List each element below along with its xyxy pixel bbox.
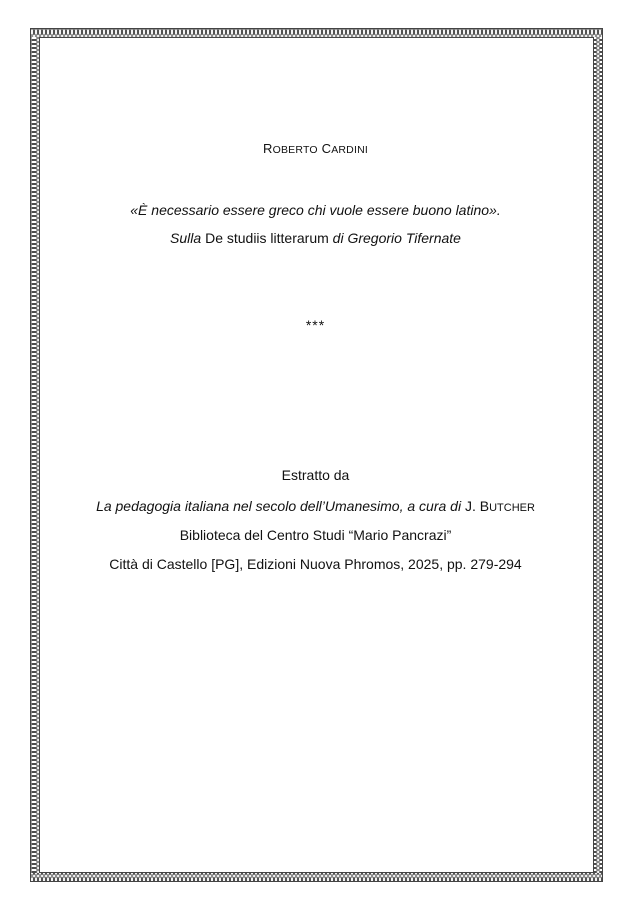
author-name: ROBERTO CARDINI: [263, 141, 368, 156]
editor-surname: UTCHER: [489, 502, 535, 514]
decorative-border: [30, 28, 603, 882]
book-citation: [48, 498, 583, 514]
author-subject-name: Gregorio Tifernate: [347, 230, 461, 246]
extract-label: Estratto da: [281, 467, 350, 483]
essay-title-line2: [48, 230, 583, 246]
book-series: Biblioteca del Centro Studi “Mario Pancrazi”: [179, 527, 452, 543]
essay-title-line1: «È necessario essere greco chi vuole essere buono latino».: [130, 202, 501, 218]
publisher-info: Città di Castello [PG], Edizioni Nuova Phromos, 2025, pp. 279-294: [109, 556, 522, 572]
border-chain-pattern: [30, 28, 603, 882]
editor-prefix: , a cura di: [399, 498, 462, 514]
title-connector: di: [332, 230, 344, 246]
editor-initial: J. B: [464, 498, 490, 514]
book-title: La pedagogia italiana nel secolo dell’Umanesimo: [96, 498, 400, 514]
section-separator: ***: [305, 317, 326, 333]
work-title: De studiis litterarum: [205, 230, 329, 246]
title-prefix: Sulla: [170, 230, 202, 246]
